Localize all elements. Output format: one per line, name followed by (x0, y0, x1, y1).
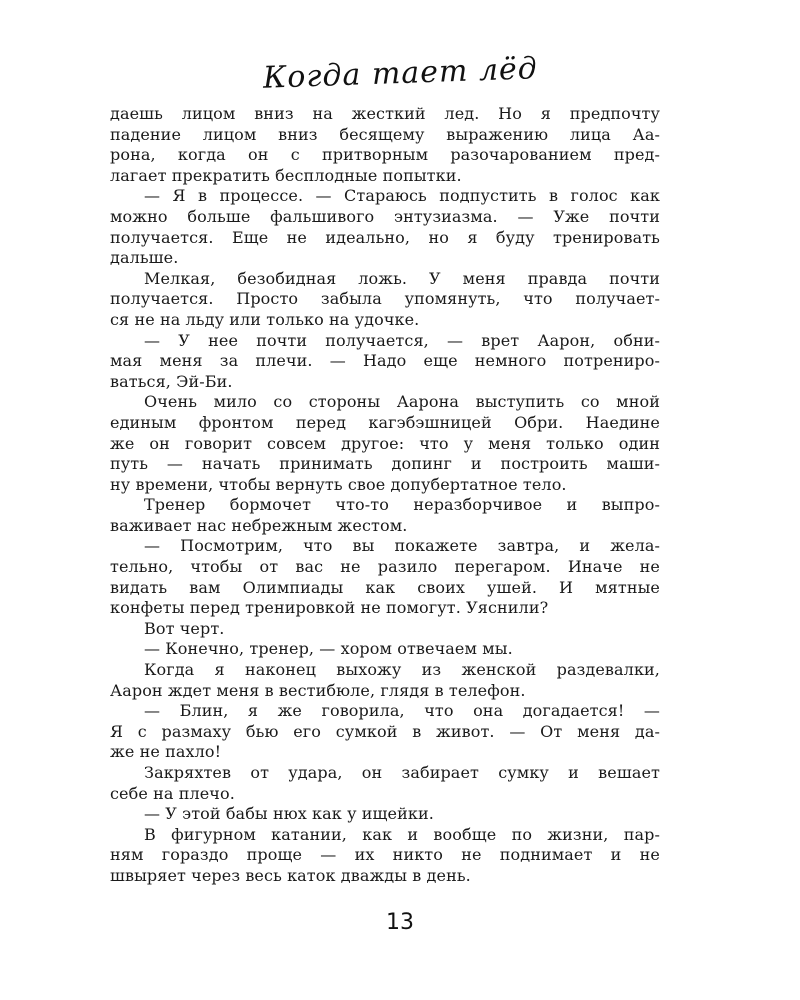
text-line: же он говорит совсем другое: что у меня только один (110, 433, 660, 453)
text-line: ся не на льду или только на удочке. (110, 309, 420, 329)
text-line: Тренер бормочет что-то неразборчивое и выпро- (144, 495, 660, 515)
text-line: конфеты перед тренировкой не помогут. Уяснили? (110, 598, 549, 618)
text-line: тельно, чтобы от вас не разило перегаром. Иначе не (110, 557, 660, 577)
text-line: Мелкая, безобидная ложь. У меня правда почти (144, 268, 660, 288)
text-line: Вот черт. (144, 618, 225, 638)
text-line: рона, когда он с притворным разочарованием пред- (110, 145, 660, 165)
text-line: ням гораздо проще — их никто не поднимает и не (110, 845, 660, 865)
book-title-header: Когда тает лёд (262, 51, 538, 96)
text-line: мая меня за плечи. — Надо еще немного потрениро- (110, 351, 660, 371)
text-line: ваться, Эй-Би. (110, 371, 233, 391)
text-line: падение лицом вниз бесящему выражению лица Аа- (110, 124, 660, 144)
text-line: путь — начать принимать допинг и построить маши- (110, 454, 660, 474)
page-number: 13 (386, 910, 414, 935)
text-line: лагает прекратить бесплодные попытки. (110, 165, 462, 185)
text-line: Закряхтев от удара, он забирает сумку и вешает (144, 763, 660, 782)
text-line: получается. Просто забыла упомянуть, что получает- (110, 289, 660, 309)
text-line: Аарон ждет меня в вестибюле, глядя в телефон. (110, 680, 526, 700)
text-line: Я с размаху бью его сумкой в живот. — От меня да- (110, 721, 660, 741)
body-text (110, 104, 660, 887)
text-line: В фигурном катании, как и вообще по жизни, пар- (144, 824, 660, 844)
text-line: — У нее почти получается, — врет Аарон, обни- (144, 330, 660, 350)
text-line: Очень мило со стороны Аарона выступить со мной (144, 392, 660, 412)
text-line: Когда я наконец выхожу из женской раздевалки, (144, 660, 660, 680)
text-line: даешь лицом вниз на жесткий лед. Но я предпочту (110, 104, 660, 123)
text-line: же не пахло! (110, 742, 222, 762)
text-line: дальше. (110, 248, 179, 268)
text-line: единым фронтом перед кагэбэшницей Обри. Наедине (110, 412, 660, 432)
running-header (0, 52, 800, 96)
text-line: ну времени, чтобы вернуть свое допубертатное тело. (110, 474, 567, 494)
text-line: — Я в процессе. — Стараюсь подпустить в голос как (144, 186, 660, 206)
text-line: — Конечно, тренер, — хором отвечаем мы. (144, 639, 513, 659)
text-line: себе на плечо. (110, 783, 235, 803)
text-line: швыряет через весь каток дважды в день. (110, 865, 471, 885)
text-line: можно больше фальшивого энтузиазма. — Уже почти (110, 206, 660, 226)
text-line: — Посмотрим, что вы покажете завтра, и жела- (144, 536, 660, 556)
text-line: получается. Еще не идеально, но я буду тренировать (110, 227, 660, 247)
text-line: — У этой бабы нюх как у ищейки. (144, 804, 434, 824)
text-line: важивает нас небрежным жестом. (110, 515, 408, 535)
text-line: — Блин, я же говорила, что она догадается! — (144, 701, 660, 721)
text-line: видать вам Олимпиады как своих ушей. И мятные (110, 577, 660, 597)
